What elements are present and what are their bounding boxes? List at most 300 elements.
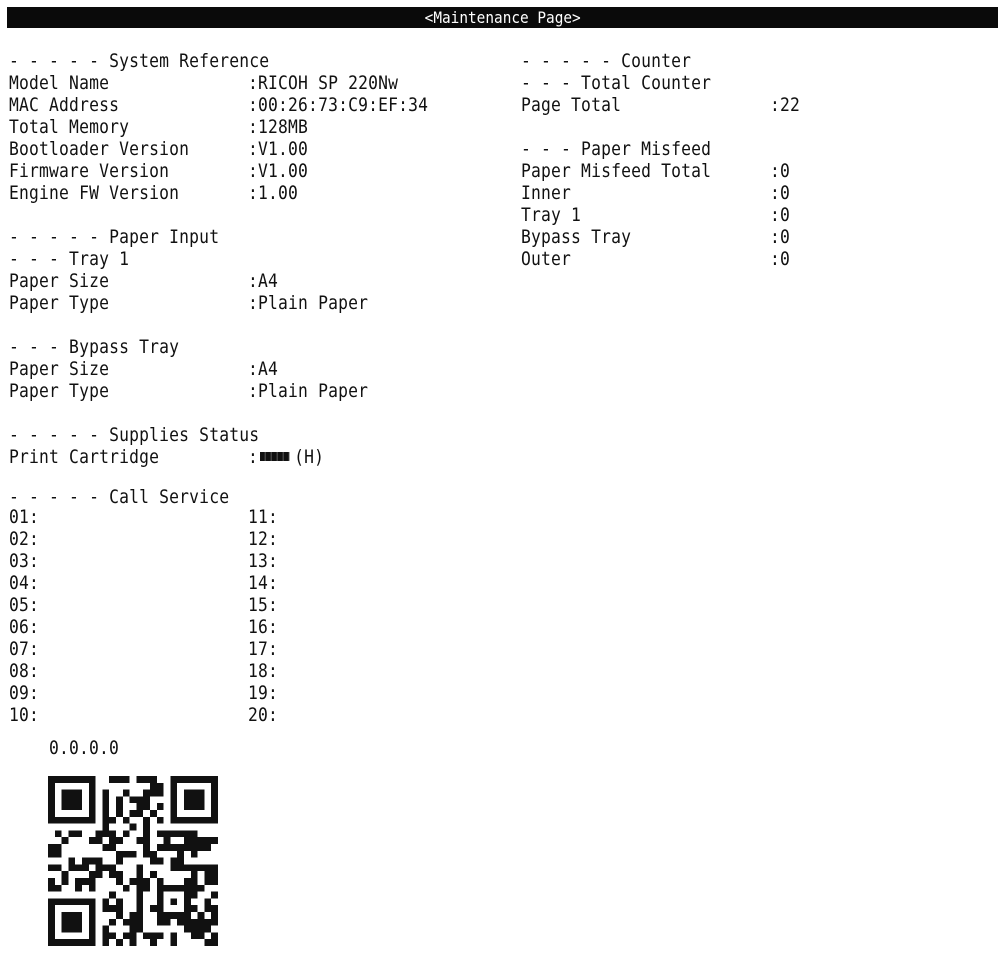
- qr-module: [89, 898, 96, 905]
- qr-module: [198, 919, 205, 926]
- qr-module: [191, 776, 198, 783]
- qr-module: [123, 932, 130, 939]
- page-total-value: :22: [770, 94, 801, 116]
- qr-module: [170, 864, 177, 871]
- qr-module: [150, 871, 157, 878]
- misfeed-label: Inner: [521, 182, 572, 204]
- qr-module: [116, 810, 123, 817]
- qr-module: [198, 912, 205, 919]
- qr-module: [48, 939, 55, 946]
- qr-module: [177, 864, 184, 871]
- qr-module: [62, 871, 69, 878]
- qr-module: [89, 783, 96, 790]
- qr-module: [150, 851, 157, 858]
- qr-module: [109, 817, 116, 824]
- qr-module: [123, 776, 130, 783]
- call-service-slot-r-4: 14:: [248, 572, 279, 594]
- qr-module: [198, 790, 205, 797]
- qr-module: [198, 932, 205, 939]
- qr-module: [191, 892, 198, 899]
- qr-module: [75, 790, 82, 797]
- qr-module: [136, 803, 143, 810]
- qr-module: [136, 776, 143, 783]
- qr-module: [116, 851, 123, 858]
- page-title-bar: [7, 7, 998, 28]
- call-service-slot-6: 06:: [9, 616, 40, 638]
- qr-module: [130, 796, 137, 803]
- qr-module: [157, 803, 164, 810]
- qr-module: [48, 878, 55, 885]
- qr-module: [62, 898, 69, 905]
- qr-code: [48, 776, 218, 946]
- qr-module: [130, 939, 137, 946]
- qr-module: [48, 885, 55, 892]
- qr-module: [116, 898, 123, 905]
- qr-module: [204, 844, 211, 851]
- qr-module: [143, 844, 150, 851]
- cartridge-colon: :: [248, 446, 259, 468]
- qr-module: [191, 803, 198, 810]
- misfeed-value: :0: [770, 182, 791, 204]
- call-service-slot-9: 09:: [9, 682, 40, 704]
- qr-module: [136, 885, 143, 892]
- qr-module: [68, 939, 75, 946]
- qr-module: [143, 932, 150, 939]
- qr-module: [170, 858, 177, 865]
- qr-module: [48, 919, 55, 926]
- qr-module: [55, 830, 62, 837]
- qr-module: [157, 844, 164, 851]
- qr-module: [211, 817, 218, 824]
- qr-module: [130, 932, 137, 939]
- qr-module: [143, 796, 150, 803]
- qr-module: [89, 796, 96, 803]
- qr-module: [89, 858, 96, 865]
- qr-module: [89, 932, 96, 939]
- page-total-label: Page Total: [521, 94, 622, 116]
- qr-module: [184, 864, 191, 871]
- qr-module: [204, 817, 211, 824]
- qr-module: [211, 783, 218, 790]
- call-service-heading: - - - - - Call Service: [9, 486, 230, 508]
- tray1-value-type: :Plain Paper: [248, 292, 369, 314]
- qr-module: [48, 796, 55, 803]
- qr-module: [89, 878, 96, 885]
- qr-module: [62, 926, 69, 933]
- qr-module: [198, 926, 205, 933]
- qr-module: [89, 939, 96, 946]
- qr-module: [75, 926, 82, 933]
- qr-module: [102, 796, 109, 803]
- qr-module: [136, 878, 143, 885]
- qr-module: [177, 858, 184, 865]
- qr-module: [211, 919, 218, 926]
- qr-module: [177, 919, 184, 926]
- call-service-slot-r-3: 13:: [248, 550, 279, 572]
- bypass-label-type: Paper Type: [9, 380, 110, 402]
- qr-module: [89, 905, 96, 912]
- qr-module: [191, 837, 198, 844]
- qr-module: [109, 776, 116, 783]
- qr-module: [157, 878, 164, 885]
- toner-level-text: (H): [294, 446, 325, 468]
- qr-module: [191, 851, 198, 858]
- call-service-slot-10: 10:: [9, 704, 40, 726]
- paper-input-heading: - - - - - Paper Input: [9, 226, 220, 248]
- qr-module: [136, 919, 143, 926]
- qr-module: [198, 864, 205, 871]
- qr-module: [48, 851, 55, 858]
- qr-module: [68, 796, 75, 803]
- qr-module: [68, 830, 75, 837]
- qr-module: [136, 905, 143, 912]
- sysref-label-memory: Total Memory: [9, 116, 130, 138]
- qr-module: [130, 810, 137, 817]
- qr-module: [198, 817, 205, 824]
- qr-module: [48, 898, 55, 905]
- qr-module: [143, 803, 150, 810]
- bypass-value-type: :Plain Paper: [248, 380, 369, 402]
- qr-module: [198, 885, 205, 892]
- qr-module: [48, 790, 55, 797]
- qr-module: [68, 776, 75, 783]
- qr-module: [211, 864, 218, 871]
- qr-module: [136, 926, 143, 933]
- qr-module: [75, 939, 82, 946]
- qr-module: [164, 885, 171, 892]
- qr-module: [157, 885, 164, 892]
- qr-module: [170, 817, 177, 824]
- qr-module: [55, 939, 62, 946]
- qr-module: [102, 864, 109, 871]
- qr-module: [48, 926, 55, 933]
- qr-module: [48, 817, 55, 824]
- qr-module: [211, 912, 218, 919]
- bypass-label-size: Paper Size: [9, 358, 110, 380]
- qr-module: [136, 864, 143, 871]
- qr-module: [102, 898, 109, 905]
- qr-module: [191, 926, 198, 933]
- sysref-value-bootloader: :V1.00: [248, 138, 309, 160]
- qr-module: [102, 824, 109, 831]
- qr-module: [109, 932, 116, 939]
- qr-module: [191, 864, 198, 871]
- qr-module: [184, 830, 191, 837]
- qr-module: [89, 790, 96, 797]
- qr-module: [75, 796, 82, 803]
- qr-module: [68, 912, 75, 919]
- qr-module: [102, 905, 109, 912]
- qr-module: [157, 912, 164, 919]
- qr-module: [211, 810, 218, 817]
- misfeed-label: Bypass Tray: [521, 226, 632, 248]
- qr-module: [143, 817, 150, 824]
- qr-module: [204, 939, 211, 946]
- qr-module: [150, 790, 157, 797]
- qr-module: [96, 858, 103, 865]
- qr-module: [68, 926, 75, 933]
- qr-module: [62, 790, 69, 797]
- qr-module: [89, 810, 96, 817]
- qr-module: [177, 885, 184, 892]
- qr-module: [184, 878, 191, 885]
- qr-module: [109, 871, 116, 878]
- qr-module: [116, 837, 123, 844]
- qr-module: [204, 898, 211, 905]
- qr-module: [170, 783, 177, 790]
- qr-module: [123, 885, 130, 892]
- qr-module: [143, 790, 150, 797]
- qr-module: [170, 790, 177, 797]
- qr-module: [184, 796, 191, 803]
- qr-module: [157, 830, 164, 837]
- qr-module: [170, 885, 177, 892]
- qr-module: [211, 892, 218, 899]
- qr-module: [82, 939, 89, 946]
- qr-module: [130, 851, 137, 858]
- qr-module: [75, 912, 82, 919]
- qr-module: [184, 844, 191, 851]
- qr-module: [62, 817, 69, 824]
- qr-module: [48, 803, 55, 810]
- qr-module: [89, 837, 96, 844]
- qr-module: [75, 919, 82, 926]
- qr-module: [102, 790, 109, 797]
- qr-module: [109, 864, 116, 871]
- ip-address: 0.0.0.0: [49, 737, 120, 759]
- qr-module: [191, 885, 198, 892]
- qr-module: [211, 796, 218, 803]
- qr-module: [204, 919, 211, 926]
- qr-module: [89, 817, 96, 824]
- qr-module: [184, 837, 191, 844]
- qr-module: [204, 776, 211, 783]
- qr-module: [204, 905, 211, 912]
- qr-module: [116, 939, 123, 946]
- qr-module: [68, 790, 75, 797]
- qr-module: [96, 837, 103, 844]
- qr-module: [48, 864, 55, 871]
- qr-module: [109, 919, 116, 926]
- qr-module: [164, 844, 171, 851]
- misfeed-label: Paper Misfeed Total: [521, 160, 712, 182]
- qr-module: [102, 810, 109, 817]
- qr-module: [150, 776, 157, 783]
- qr-module: [184, 912, 191, 919]
- qr-module: [164, 837, 171, 844]
- qr-module: [82, 776, 89, 783]
- qr-module: [62, 837, 69, 844]
- qr-module: [123, 830, 130, 837]
- print-cartridge-status: [248, 446, 324, 468]
- qr-module: [170, 810, 177, 817]
- qr-module: [96, 871, 103, 878]
- qr-module: [89, 926, 96, 933]
- qr-module: [211, 837, 218, 844]
- qr-module: [75, 885, 82, 892]
- qr-module: [150, 905, 157, 912]
- qr-module: [143, 837, 150, 844]
- qr-module: [130, 878, 137, 885]
- qr-module: [123, 817, 130, 824]
- qr-module: [211, 939, 218, 946]
- qr-module: [150, 858, 157, 865]
- qr-module: [211, 790, 218, 797]
- misfeed-value: :0: [770, 248, 791, 270]
- qr-module: [136, 912, 143, 919]
- qr-module: [191, 871, 198, 878]
- qr-module: [62, 796, 69, 803]
- qr-module: [143, 776, 150, 783]
- qr-module: [170, 830, 177, 837]
- qr-module: [198, 776, 205, 783]
- qr-module: [89, 803, 96, 810]
- qr-module: [82, 858, 89, 865]
- qr-module: [177, 830, 184, 837]
- qr-module: [184, 803, 191, 810]
- qr-module: [75, 830, 82, 837]
- qr-module: [109, 830, 116, 837]
- misfeed-heading: - - - Paper Misfeed: [521, 138, 712, 160]
- sysref-value-engine-fw: :1.00: [248, 182, 299, 204]
- qr-module: [62, 912, 69, 919]
- qr-module: [191, 878, 198, 885]
- qr-module: [123, 790, 130, 797]
- qr-module: [211, 932, 218, 939]
- qr-module: [164, 919, 171, 926]
- qr-module: [184, 892, 191, 899]
- qr-module: [116, 858, 123, 865]
- sysref-value-mac: :00:26:73:C9:EF:34: [248, 94, 429, 116]
- qr-module: [116, 871, 123, 878]
- qr-module: [109, 837, 116, 844]
- call-service-slot-r-10: 20:: [248, 704, 279, 726]
- misfeed-label: Tray 1: [521, 204, 582, 226]
- call-service-slot-4: 04:: [9, 572, 40, 594]
- qr-module: [191, 932, 198, 939]
- qr-module: [177, 851, 184, 858]
- sysref-label-firmware: Firmware Version: [9, 160, 170, 182]
- page-title: <Maintenance Page>: [424, 8, 581, 27]
- qr-module: [102, 830, 109, 837]
- qr-module: [191, 844, 198, 851]
- qr-module: [68, 898, 75, 905]
- qr-module: [184, 885, 191, 892]
- qr-module: [102, 817, 109, 824]
- bypass-heading: - - - Bypass Tray: [9, 336, 180, 358]
- qr-module: [130, 824, 137, 831]
- tray1-label-type: Paper Type: [9, 292, 110, 314]
- print-cartridge-label: Print Cartridge: [9, 446, 160, 468]
- qr-module: [75, 803, 82, 810]
- qr-module: [116, 905, 123, 912]
- qr-module: [75, 898, 82, 905]
- call-service-slot-1: 01:: [9, 506, 40, 528]
- qr-module: [150, 783, 157, 790]
- qr-module: [116, 878, 123, 885]
- call-service-slot-r-8: 18:: [248, 660, 279, 682]
- qr-module: [55, 898, 62, 905]
- qr-module: [136, 810, 143, 817]
- qr-module: [150, 939, 157, 946]
- qr-module: [48, 776, 55, 783]
- qr-module: [184, 776, 191, 783]
- qr-module: [211, 803, 218, 810]
- qr-module: [55, 776, 62, 783]
- qr-module: [116, 776, 123, 783]
- qr-module: [191, 790, 198, 797]
- misfeed-value: :0: [770, 204, 791, 226]
- qr-module: [150, 932, 157, 939]
- counter-heading: - - - - - Counter: [521, 50, 692, 72]
- qr-module: [89, 885, 96, 892]
- qr-module: [82, 817, 89, 824]
- qr-module: [102, 926, 109, 933]
- qr-module: [157, 905, 164, 912]
- qr-module: [170, 932, 177, 939]
- qr-module: [48, 810, 55, 817]
- qr-module: [184, 817, 191, 824]
- sysref-value-memory: :128MB: [248, 116, 309, 138]
- qr-module: [184, 790, 191, 797]
- qr-module: [116, 796, 123, 803]
- qr-module: [68, 817, 75, 824]
- qr-module: [130, 926, 137, 933]
- qr-module: [102, 844, 109, 851]
- supplies-heading: - - - - - Supplies Status: [9, 424, 260, 446]
- qr-module: [184, 919, 191, 926]
- qr-module: [130, 919, 137, 926]
- tray1-label-size: Paper Size: [9, 270, 110, 292]
- qr-module: [164, 912, 171, 919]
- qr-module: [75, 864, 82, 871]
- qr-module: [82, 864, 89, 871]
- qr-module: [211, 878, 218, 885]
- call-service-slot-8: 08:: [9, 660, 40, 682]
- call-service-slot-3: 03:: [9, 550, 40, 572]
- qr-module: [204, 837, 211, 844]
- qr-module: [191, 796, 198, 803]
- qr-module: [62, 939, 69, 946]
- qr-module: [48, 912, 55, 919]
- qr-module: [55, 817, 62, 824]
- qr-module: [157, 932, 164, 939]
- qr-module: [143, 851, 150, 858]
- qr-module: [150, 810, 157, 817]
- call-service-slot-7: 07:: [9, 638, 40, 660]
- call-service-slot-r-7: 17:: [248, 638, 279, 660]
- toner-level-bar: [260, 452, 289, 461]
- qr-module: [75, 817, 82, 824]
- misfeed-value: :0: [770, 160, 791, 182]
- qr-module: [143, 885, 150, 892]
- qr-module: [177, 912, 184, 919]
- call-service-slot-5: 05:: [9, 594, 40, 616]
- sysref-value-firmware: :V1.00: [248, 160, 309, 182]
- tray1-heading: - - - Tray 1: [9, 248, 130, 270]
- qr-module: [55, 864, 62, 871]
- qr-module: [157, 919, 164, 926]
- qr-module: [89, 776, 96, 783]
- qr-module: [55, 844, 62, 851]
- qr-module: [143, 830, 150, 837]
- qr-module: [143, 824, 150, 831]
- qr-module: [102, 803, 109, 810]
- qr-module: [55, 885, 62, 892]
- call-service-slot-r-2: 12:: [248, 528, 279, 550]
- qr-module: [136, 837, 143, 844]
- qr-module: [75, 776, 82, 783]
